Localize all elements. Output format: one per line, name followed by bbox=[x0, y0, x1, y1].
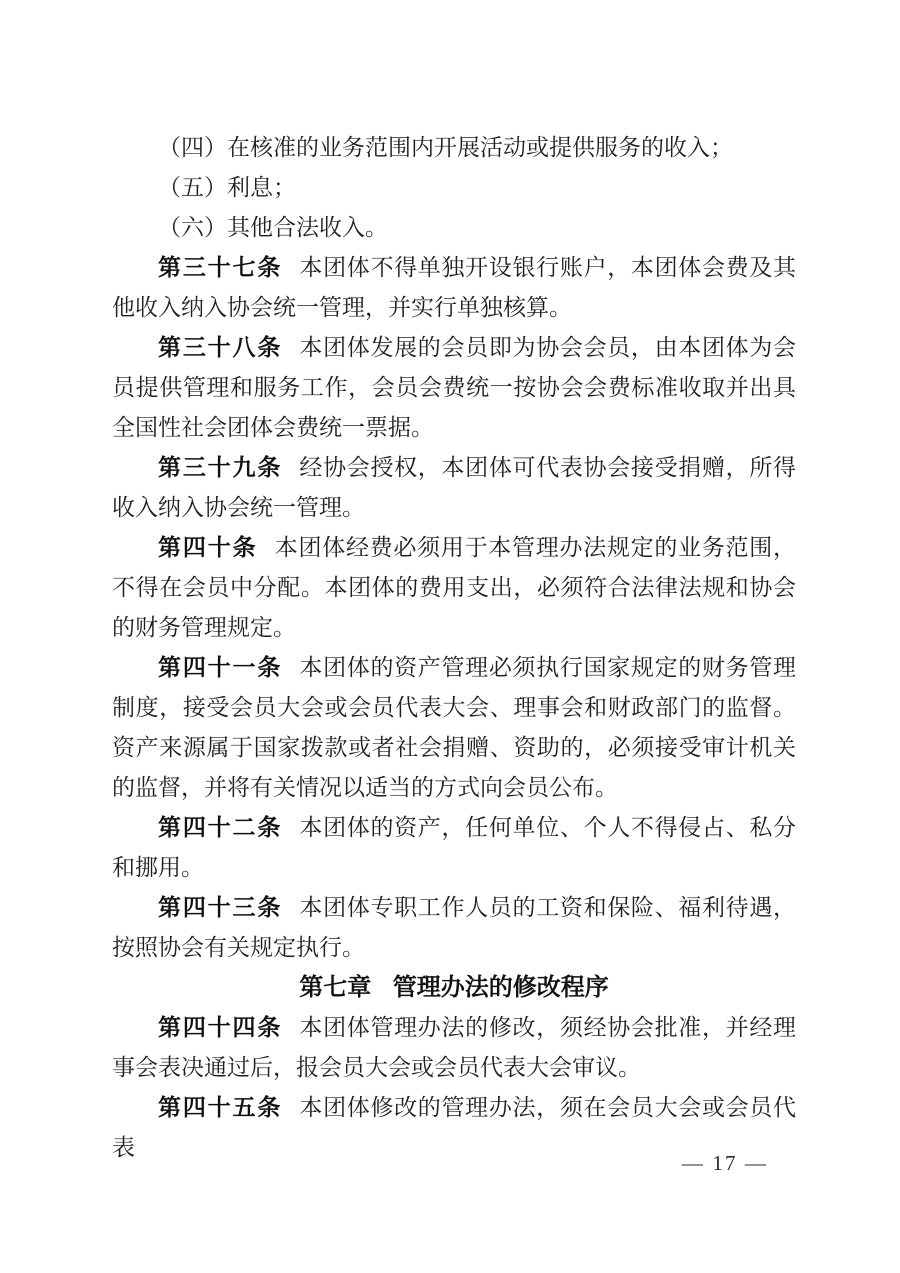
article-text: 本团体专职工作人员的工资和保险、福利待遇，按照协会有关规定执行。 bbox=[112, 895, 797, 960]
list-item-text: （五）利息； bbox=[158, 175, 296, 200]
article-number: 第四十三条 bbox=[158, 895, 283, 920]
article-text: 本团体不得单独开设银行账户，本团体会费及其他收入纳入协会统一管理，并实行单独核算。 bbox=[112, 255, 797, 320]
article-paragraph bbox=[112, 448, 796, 528]
article-paragraph bbox=[112, 248, 796, 328]
article-paragraph bbox=[112, 888, 796, 968]
article-number: 第三十八条 bbox=[158, 335, 283, 360]
chapter-title: 管理办法的修改程序 bbox=[392, 974, 609, 1001]
article-number: 第四十二条 bbox=[158, 815, 283, 840]
article-text: 经协会授权，本团体可代表协会接受捐赠，所得收入纳入协会统一管理。 bbox=[112, 455, 797, 520]
article-text: 本团体的资产，任何单位、个人不得侵占、私分和挪用。 bbox=[112, 815, 797, 880]
list-item-text: （四）在核准的业务范围内开展活动或提供服务的收入； bbox=[158, 135, 733, 160]
article-number: 第三十九条 bbox=[158, 455, 283, 480]
article-text: 本团体的资产管理必须执行国家规定的财务管理制度，接受会员大会或会员代表大会、理事会和财政部门的监督。资产来源属于国家拨款或者社会捐赠、资助的，必须接受审计机关的监督，并将有关情况以适当的方式向会员公布。 bbox=[112, 655, 797, 800]
chapter-heading bbox=[112, 968, 796, 1008]
article-number: 第三十七条 bbox=[158, 255, 283, 280]
article-text: 本团体发展的会员即为协会会员，由本团体为会员提供管理和服务工作，会员会费统一按协会会费标准收取并出具全国性社会团体会费统一票据。 bbox=[112, 335, 797, 440]
article-paragraph bbox=[112, 328, 796, 448]
article-number: 第四十一条 bbox=[158, 655, 283, 680]
article-paragraph bbox=[112, 808, 796, 888]
list-item bbox=[112, 168, 796, 208]
article-paragraph bbox=[112, 528, 796, 648]
article-number: 第四十五条 bbox=[158, 1095, 283, 1120]
article-text: 本团体修改的管理办法，须在会员大会或会员代表 bbox=[112, 1095, 797, 1160]
article-text: 本团体管理办法的修改，须经协会批准，并经理事会表决通过后，报会员大会或会员代表大会审议。 bbox=[112, 1015, 797, 1080]
chapter-number: 第七章 bbox=[299, 974, 372, 1001]
page-number: — 17 — bbox=[681, 1151, 768, 1175]
article-number: 第四十条 bbox=[158, 535, 258, 560]
list-item-text: （六）其他合法收入。 bbox=[158, 215, 388, 240]
article-paragraph bbox=[112, 648, 796, 808]
article-number: 第四十四条 bbox=[158, 1015, 283, 1040]
article-text: 本团体经费必须用于本管理办法规定的业务范围，不得在会员中分配。本团体的费用支出，必须符合法律法规和协会的财务管理规定。 bbox=[112, 535, 797, 640]
list-item bbox=[112, 208, 796, 248]
article-paragraph bbox=[112, 1008, 796, 1088]
list-item bbox=[112, 128, 796, 168]
document-text-block bbox=[112, 128, 796, 1168]
